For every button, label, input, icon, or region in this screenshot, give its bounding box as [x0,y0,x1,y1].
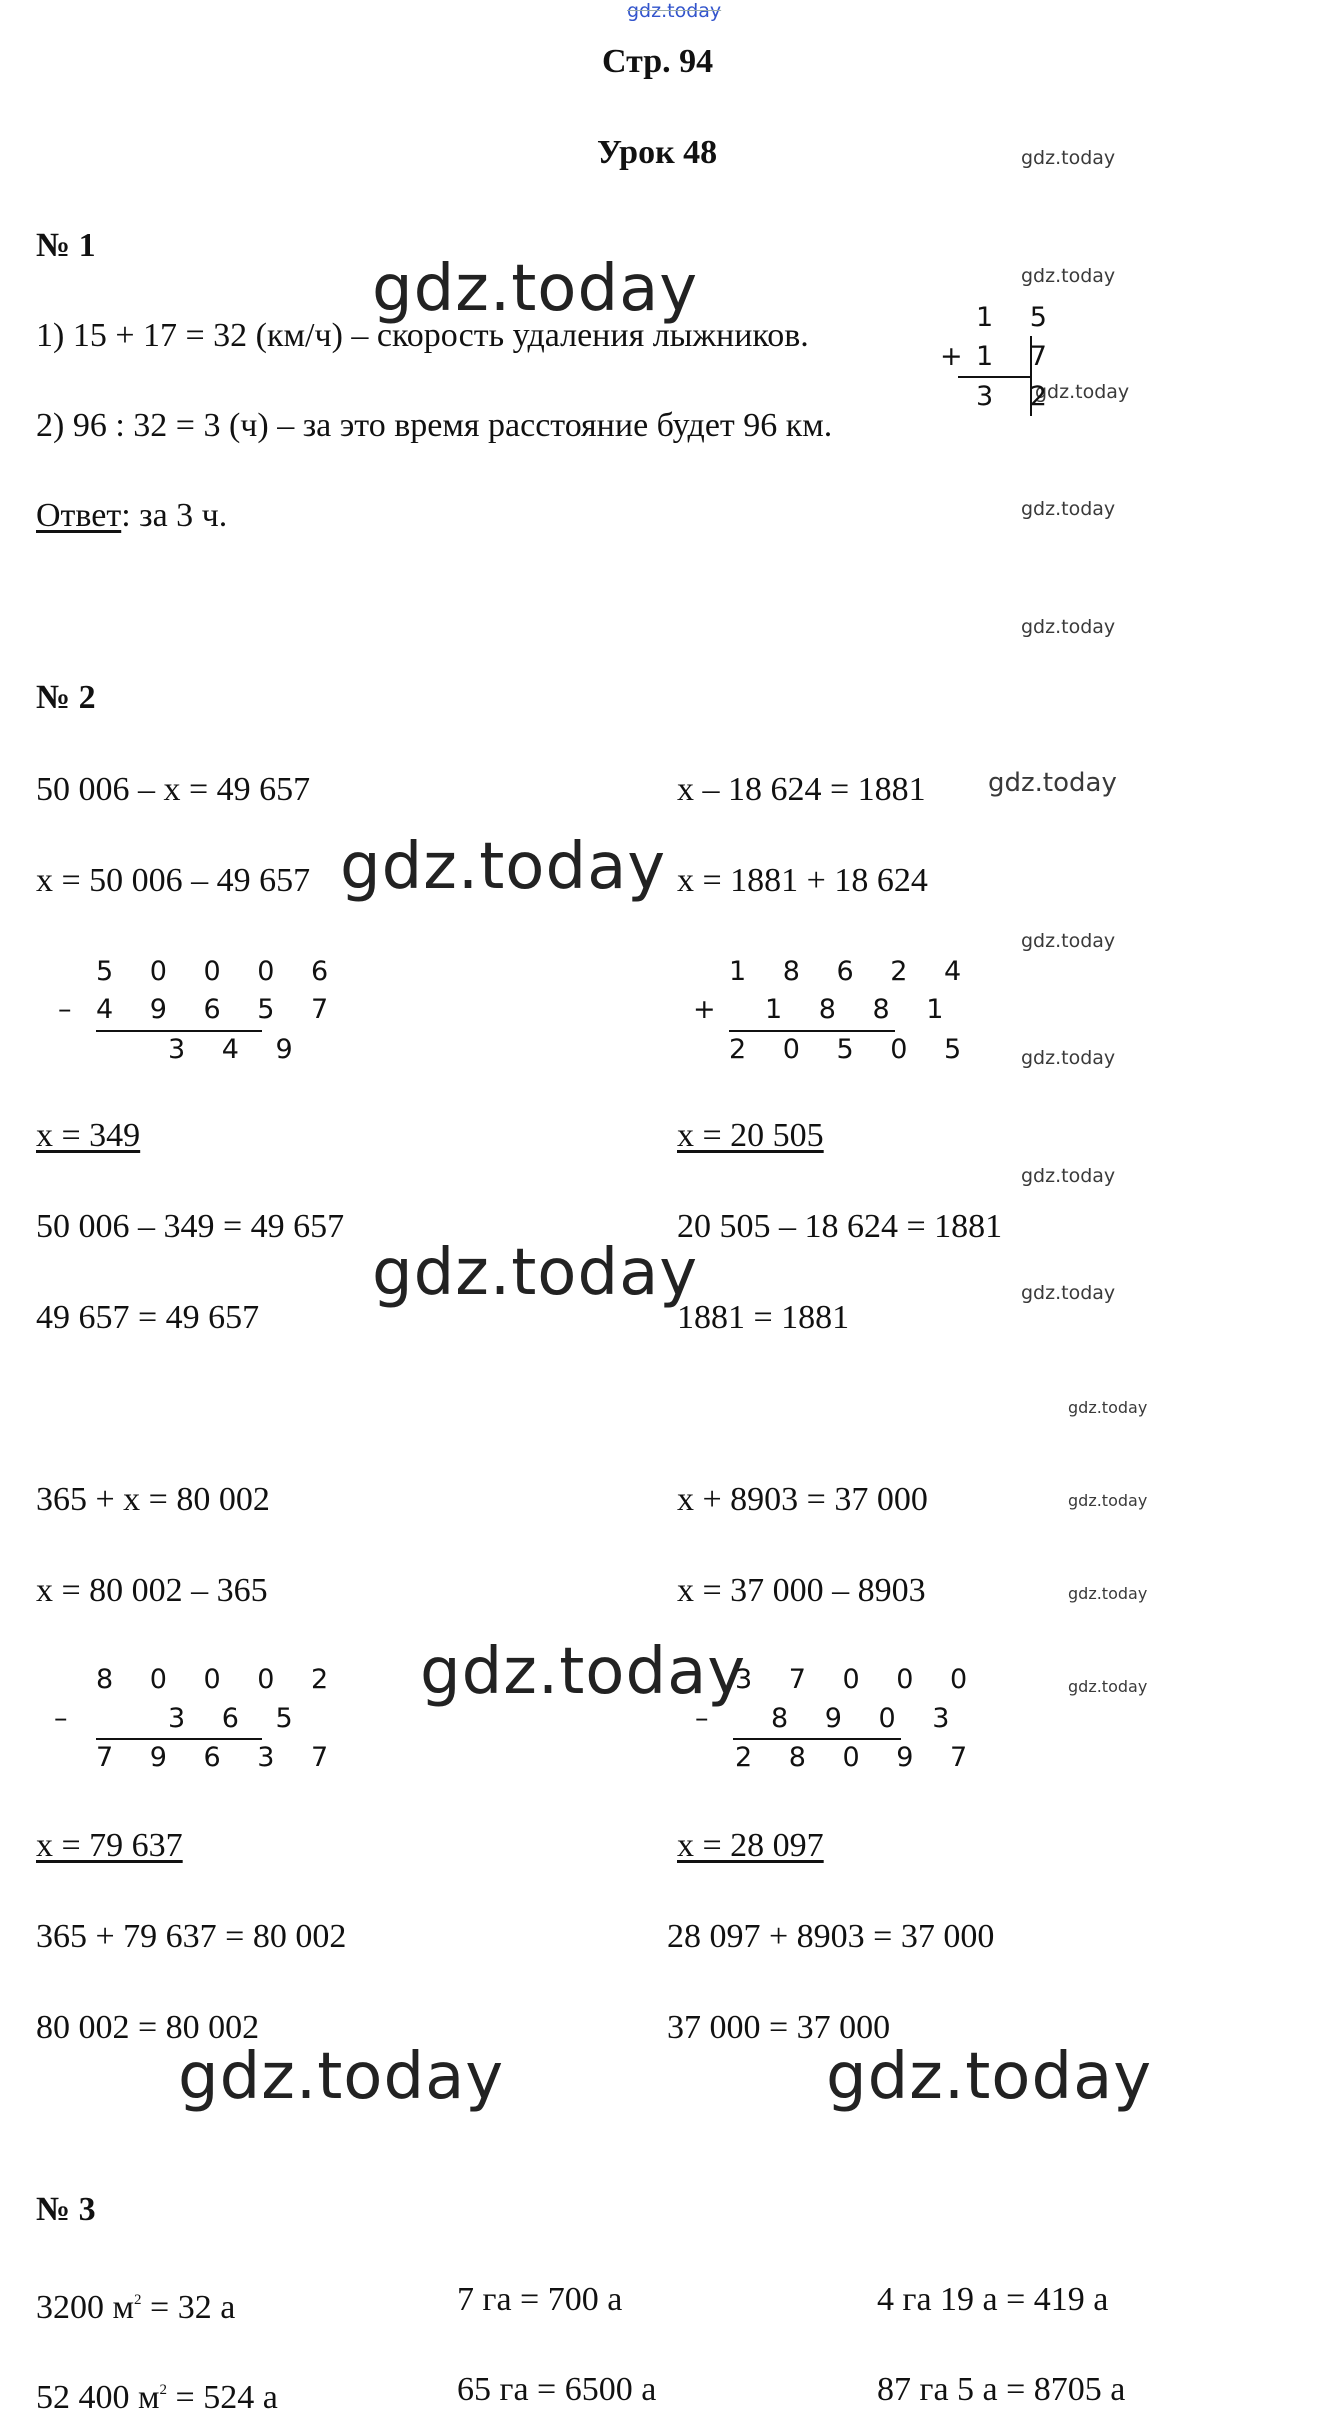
task2c-step: x = 80 002 – 365 [36,1572,268,1609]
answer-label: Ответ [36,497,122,534]
task3-row1-col2: 7 га = 700 а [457,2281,623,2318]
watermark: gdz.today [1068,1491,1148,1510]
column-top: 1 8 6 2 4 [729,956,976,987]
column-top: 3 7 0 0 0 [735,1664,982,1695]
task2d-equation: x + 8903 = 37 000 [677,1481,928,1518]
task2c-check2: 80 002 = 80 002 [36,2009,260,2046]
task2b-step: x = 1881 + 18 624 [677,862,928,899]
task2a-equation: 50 006 – x = 49 657 [36,771,311,808]
column-result: 2 8 0 9 7 [735,1742,982,1773]
task2d-check2: 37 000 = 37 000 [667,2009,891,2046]
superscript: 2 [159,2382,168,2398]
task1-title: № 1 [36,227,96,264]
column-bottom: 1 8 8 1 [765,994,958,1025]
task3-row2-col3: 87 га 5 а = 8705 а [877,2371,1126,2408]
task2d-answer: x = 28 097 [677,1827,824,1864]
watermark: gdz.today [1021,265,1116,287]
watermark-large: gdz.today [178,2040,505,2114]
task3-row1-col1 [36,2280,235,2328]
watermark: gdz.today [1021,498,1116,520]
task2a-check2: 49 657 = 49 657 [36,1299,260,1336]
watermark: gdz.today [1068,1584,1148,1603]
task3-row1-col3: 4 га 19 а = 419 а [877,2281,1109,2318]
lesson-title: Урок 48 [597,134,718,171]
answer-text: : за 3 ч. [121,497,228,534]
task1-line2: 2) 96 : 32 = 3 (ч) – за это время расстояние будет 96 км. [36,407,833,444]
watermark: gdz.today [1021,930,1116,952]
column-sign: – [54,1703,82,1734]
watermark: gdz.today [1021,1282,1116,1304]
watermark-large: gdz.today [826,2040,1153,2114]
task2b-check1: 20 505 – 18 624 = 1881 [677,1208,1003,1245]
watermark: gdz.today [1035,381,1130,403]
column-result: 3 4 9 [168,1034,307,1065]
task2a-answer: x = 349 [36,1117,141,1154]
task2a-step: x = 50 006 – 49 657 [36,862,311,899]
task3-row2-col1 [36,2370,278,2418]
expr-part: 52 400 м [36,2379,160,2416]
column-bottom: 8 9 0 3 [771,1703,964,1734]
watermark-large: gdz.today [340,830,667,904]
watermark: gdz.today [1021,1165,1116,1187]
watermark-large: gdz.today [372,1236,699,1310]
column-sign: – [58,994,86,1025]
column-divider [1030,336,1032,416]
column-sign: + [940,341,977,372]
watermark: gdz.today [1021,616,1116,638]
expr-part: = 32 а [141,2289,236,2326]
task2b-check2: 1881 = 1881 [677,1299,850,1336]
watermark-large: gdz.today [420,1635,747,1709]
watermark-top: gdz.today [627,0,722,22]
column-top: 8 0 0 0 2 [96,1664,343,1695]
watermark: gdz.today [988,768,1117,798]
task3-row2-col2: 65 га = 6500 а [457,2371,657,2408]
column-result: 2 0 5 0 5 [729,1034,976,1065]
task2c-answer: x = 79 637 [36,1827,183,1864]
expr-part: 3200 м [36,2289,135,2326]
task2b-answer: x = 20 505 [677,1117,824,1154]
watermark: gdz.today [1068,1398,1148,1417]
column-top: 5 0 0 0 6 [96,956,343,987]
task2b-equation: x – 18 624 = 1881 [677,771,926,808]
watermark: gdz.today [1068,1677,1148,1696]
task2c-check1: 365 + 79 637 = 80 002 [36,1918,347,1955]
column-result: 7 9 6 3 7 [96,1742,343,1773]
watermark-large: gdz.today [372,252,699,326]
column-result: 3 2 [976,381,1061,412]
page-number: Стр. 94 [602,43,714,80]
column-top: 1 5 [976,302,1061,333]
task3-title: № 3 [36,2191,96,2228]
column-bottom: 4 9 6 5 7 [96,994,343,1025]
column-bottom: 3 6 5 [168,1703,307,1734]
column-sign: – [695,1703,723,1734]
watermark: gdz.today [1021,1047,1116,1069]
task2a-check1: 50 006 – 349 = 49 657 [36,1208,345,1245]
superscript: 2 [134,2292,142,2308]
task2d-check1: 28 097 + 8903 = 37 000 [667,1918,995,1955]
task1-answer [36,496,227,536]
column-bottom: 1 7 [976,341,1061,372]
watermark: gdz.today [1021,147,1116,169]
task2c-equation: 365 + x = 80 002 [36,1481,270,1518]
task2-title: № 2 [36,679,96,716]
column-sign: + [693,994,730,1025]
expr-part: = 524 а [167,2379,278,2416]
task2d-step: x = 37 000 – 8903 [677,1572,926,1609]
task1-line1: 1) 15 + 17 = 32 (км/ч) – скорость удаления лыжников. [36,317,809,354]
